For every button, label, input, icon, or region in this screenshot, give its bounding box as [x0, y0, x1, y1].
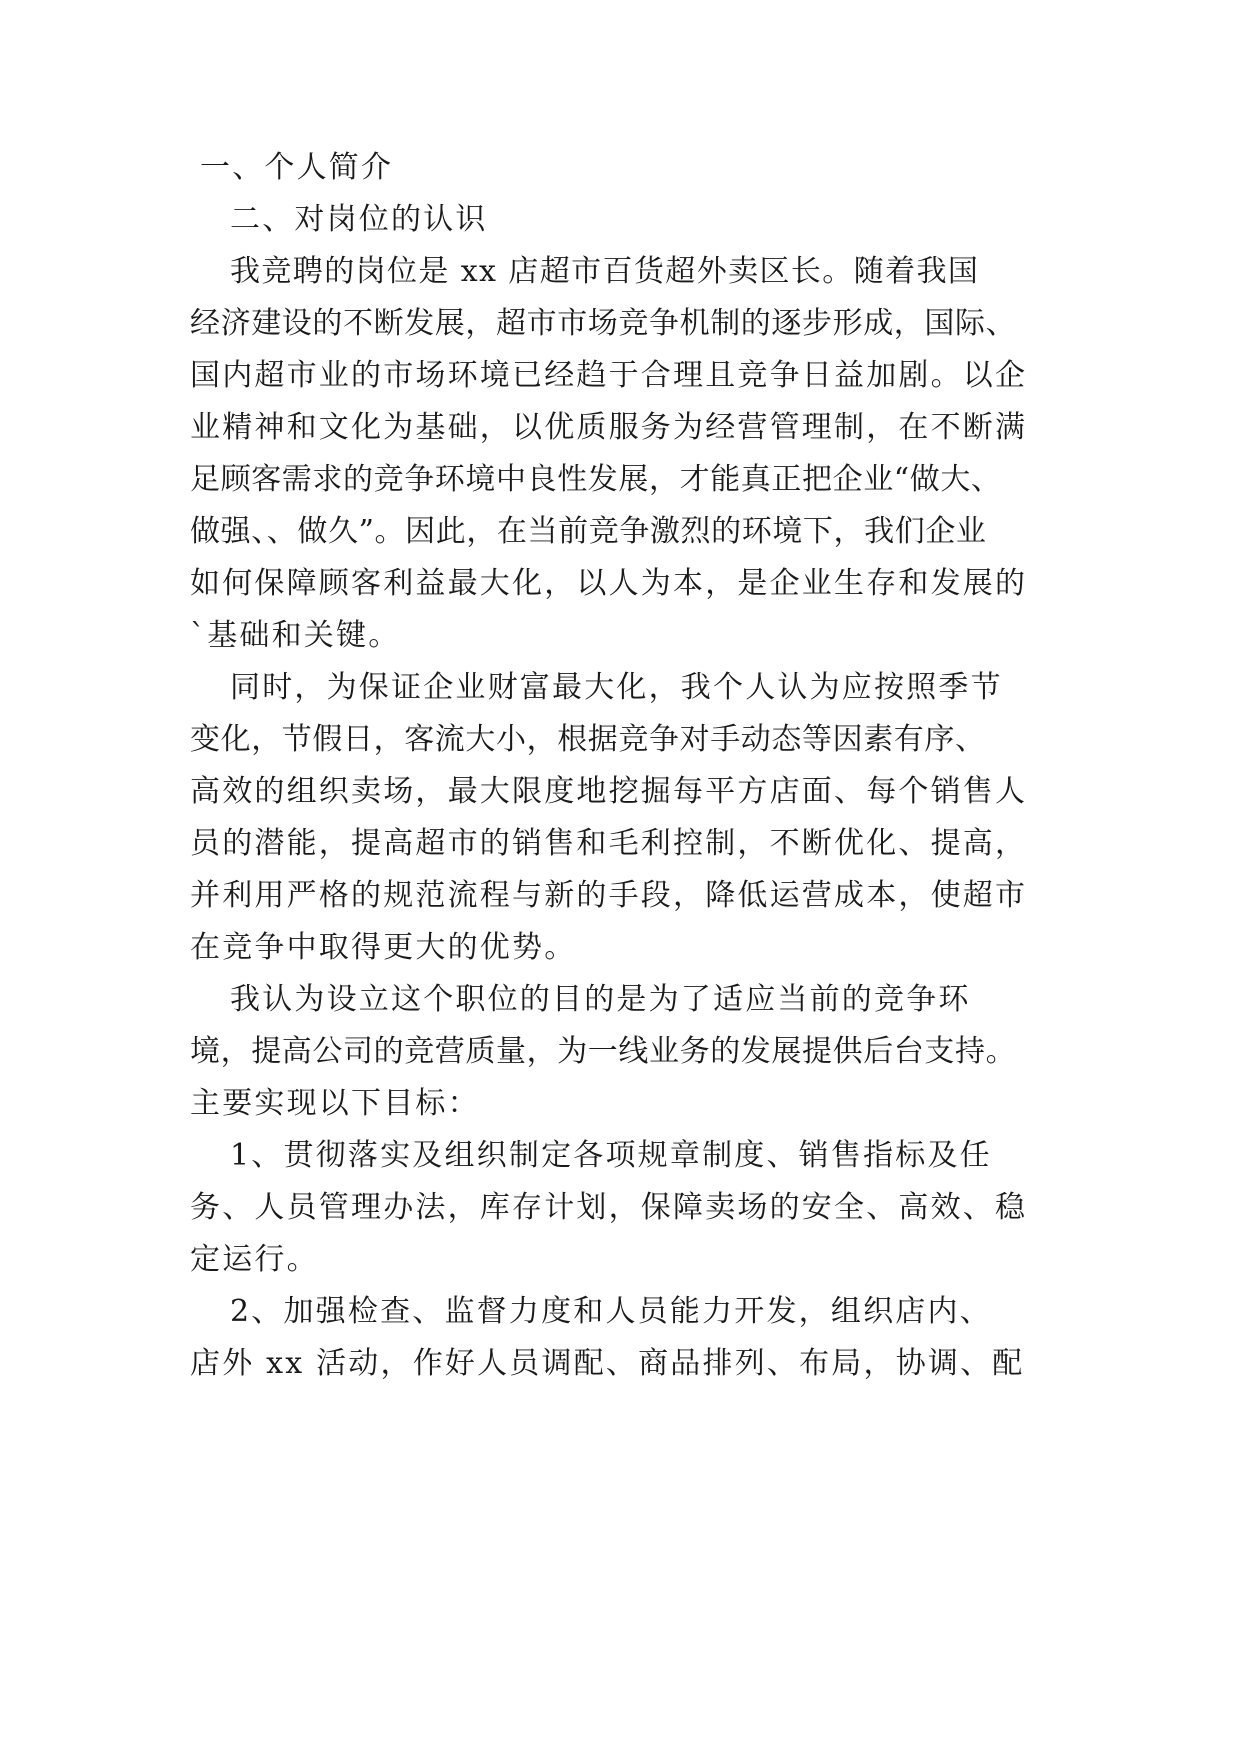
paragraph-line: 境，提高公司的竞营质量，为一线业务的发展提供后台支持。 — [190, 1034, 1017, 1069]
paragraph-line: 我竞聘的岗位是 xx 店超市百货超外卖区长。随着我国 — [230, 254, 980, 289]
paragraph-line: 如何保障顾客利益最大化，以人为本，是企业生存和发展的 — [190, 566, 1028, 601]
list-item-2-continued: 店外 xx 活动，作好人员调配、商品排列、布局，协调、配 — [190, 1346, 1025, 1381]
paragraph-line: 国内超市业的市场环境已经趋于合理且竞争日益加剧。以企 — [190, 358, 1028, 393]
paragraph-line: 并利用严格的规范流程与新的手段，降低运营成本，使超市 — [190, 878, 1028, 913]
paragraph-line: 主要实现以下目标： — [190, 1086, 480, 1121]
list-item-1-continued: 定运行。 — [190, 1242, 319, 1277]
list-item-1: 1、贯彻落实及组织制定各项规章制度、销售指标及任 — [230, 1138, 992, 1173]
paragraph-line: 做强、、做久”。因此，在当前竞争激烈的环境下，我们企业 — [190, 514, 987, 549]
heading-position-understanding: 二、对岗位的认识 — [230, 202, 488, 237]
paragraph-line: 变化，节假日，客流大小，根据竞争对手动态等因素有序、 — [190, 722, 986, 757]
paragraph-line: 员的潜能，提高超市的销售和毛利控制，不断优化、提高， — [190, 826, 1028, 861]
paragraph-line: 经济建设的不断发展，超市市场竞争机制的逐步形成，国际、 — [190, 306, 1017, 341]
paragraph-line: 在竞争中取得更大的优势。 — [190, 930, 577, 965]
paragraph-line: 足顾客需求的竞争环境中良性发展，才能真正把企业“做大、 — [190, 462, 1002, 497]
paragraph-line: 同时，为保证企业财富最大化，我个人认为应按照季节 — [230, 670, 1003, 705]
paragraph-line: `基础和关键。 — [190, 618, 401, 653]
list-item-2: 2、加强检查、监督力度和人员能力开发，组织店内、 — [230, 1294, 992, 1329]
paragraph-line: 我认为设立这个职位的目的是为了适应当前的竞争环 — [230, 982, 971, 1017]
heading-personal-profile: 一、个人简介 — [200, 150, 394, 185]
paragraph-line: 高效的组织卖场，最大限度地挖掘每平方店面、每个销售人 — [190, 774, 1028, 809]
paragraph-line: 业精神和文化为基础，以优质服务为经营管理制，在不断满 — [190, 410, 1028, 445]
list-item-1-continued: 务、人员管理办法，库存计划，保障卖场的安全、高效、稳 — [190, 1190, 1028, 1225]
